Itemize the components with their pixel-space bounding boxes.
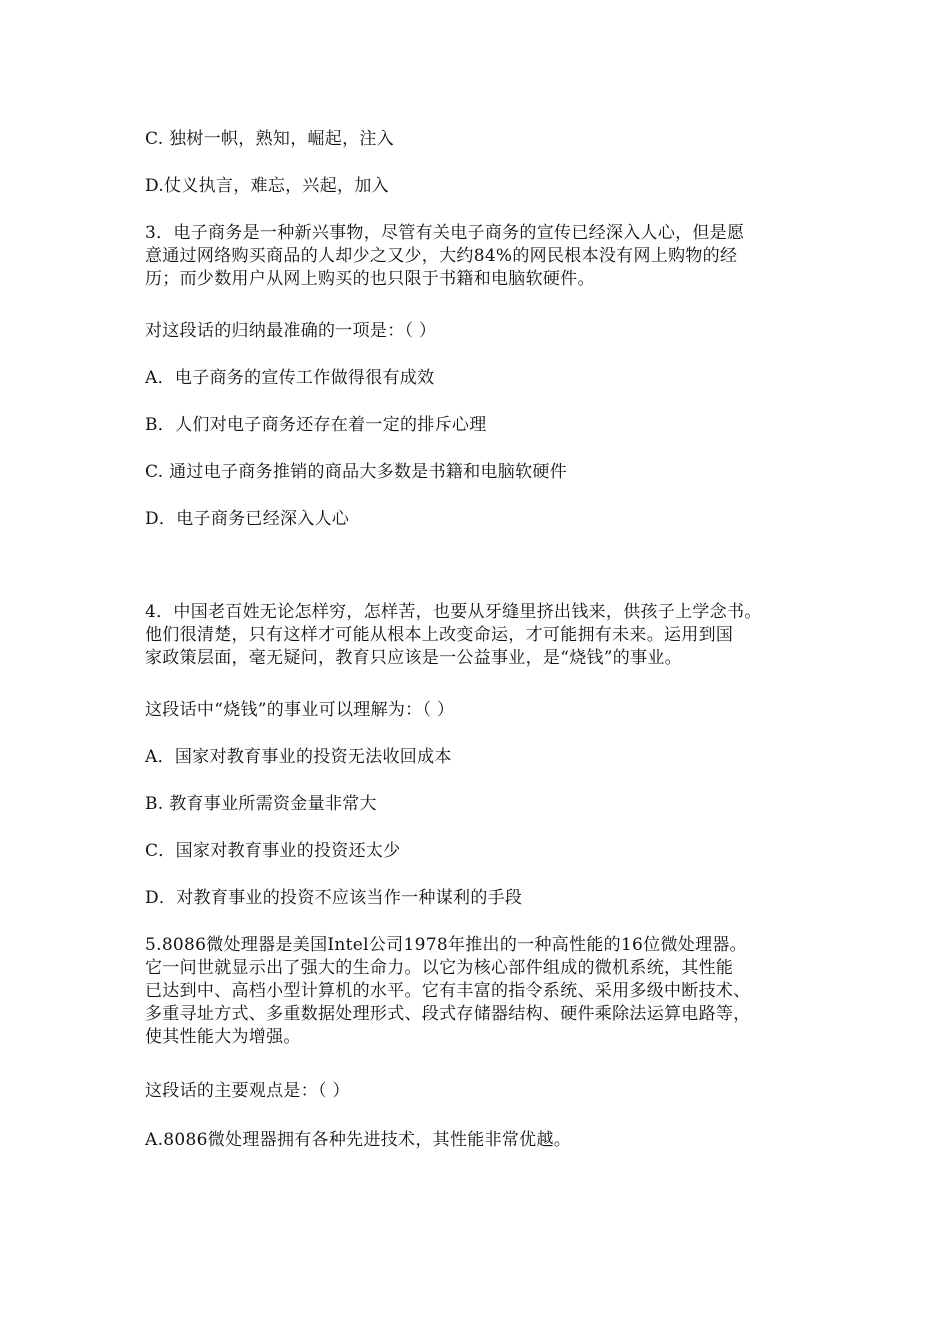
q3-option-c: C. 通过电子商务推销的商品大多数是书籍和电脑软硬件 <box>145 462 568 482</box>
q3-passage-line: 历；而少数用户从网上购买的也只限于书籍和电脑软硬件。 <box>145 269 595 289</box>
q4-passage <box>145 601 810 670</box>
q4-option-c: C．国家对教育事业的投资还太少 <box>145 841 401 861</box>
q4-option-d: D．对教育事业的投资不应该当作一种谋利的手段 <box>145 888 523 908</box>
q4-question: 这段话中“烧钱”的事业可以理解为：（ ） <box>145 700 455 720</box>
q5-passage-line: 5.8086微处理器是美国Intel公司1978年推出的一种高性能的16位微处理器。 <box>145 935 747 955</box>
q5-option-a: A.8086微处理器拥有各种先进技术，其性能非常优越。 <box>145 1130 572 1150</box>
q3-passage-line: 3．电子商务是一种新兴事物，尽管有关电子商务的宣传已经深入人心，但是愿 <box>145 223 745 243</box>
q5-question: 这段话的主要观点是：（ ） <box>145 1081 350 1101</box>
q4-option-b: B. 教育事业所需资金量非常大 <box>145 794 377 814</box>
q3-passage-line: 意通过网络购买商品的人却少之又少，大约84%的网民根本没有网上购物的经 <box>145 246 738 266</box>
q2-option-c: C. 独树一帜，熟知，崛起，注入 <box>145 129 395 149</box>
q4-passage-line: 家政策层面，毫无疑问，教育只应该是一公益事业，是“烧钱”的事业。 <box>145 648 682 668</box>
q5-passage-line: 它一问世就显示出了强大的生命力。以它为核心部件组成的微机系统，其性能 <box>145 958 734 978</box>
q5-passage <box>145 934 810 1049</box>
q5-passage-line: 多重寻址方式、多重数据处理形式、段式存储器结构、硬件乘除法运算电路等， <box>145 1004 751 1024</box>
q5-passage-line: 使其性能大为增强。 <box>145 1027 301 1047</box>
q3-option-a: A．电子商务的宣传工作做得很有成效 <box>145 368 435 388</box>
q4-passage-line: 4．中国老百姓无论怎样穷，怎样苦，也要从牙缝里挤出钱来，供孩子上学念书。 <box>145 602 762 622</box>
q4-option-a: A．国家对教育事业的投资无法收回成本 <box>145 747 452 767</box>
q3-passage <box>145 222 810 291</box>
q5-passage-line: 已达到中、高档小型计算机的水平。它有丰富的指令系统、采用多级中断技术、 <box>145 981 751 1001</box>
q3-option-b: B．人们对电子商务还存在着一定的排斥心理 <box>145 415 487 435</box>
q3-question: 对这段话的归纳最准确的一项是：（ ） <box>145 321 437 341</box>
q3-option-d: D．电子商务已经深入人心 <box>145 509 350 529</box>
q2-option-d: D.仗义执言，难忘，兴起，加入 <box>145 176 389 196</box>
q4-passage-line: 他们很清楚，只有这样才可能从根本上改变命运，才可能拥有未来。运用到国 <box>145 625 734 645</box>
